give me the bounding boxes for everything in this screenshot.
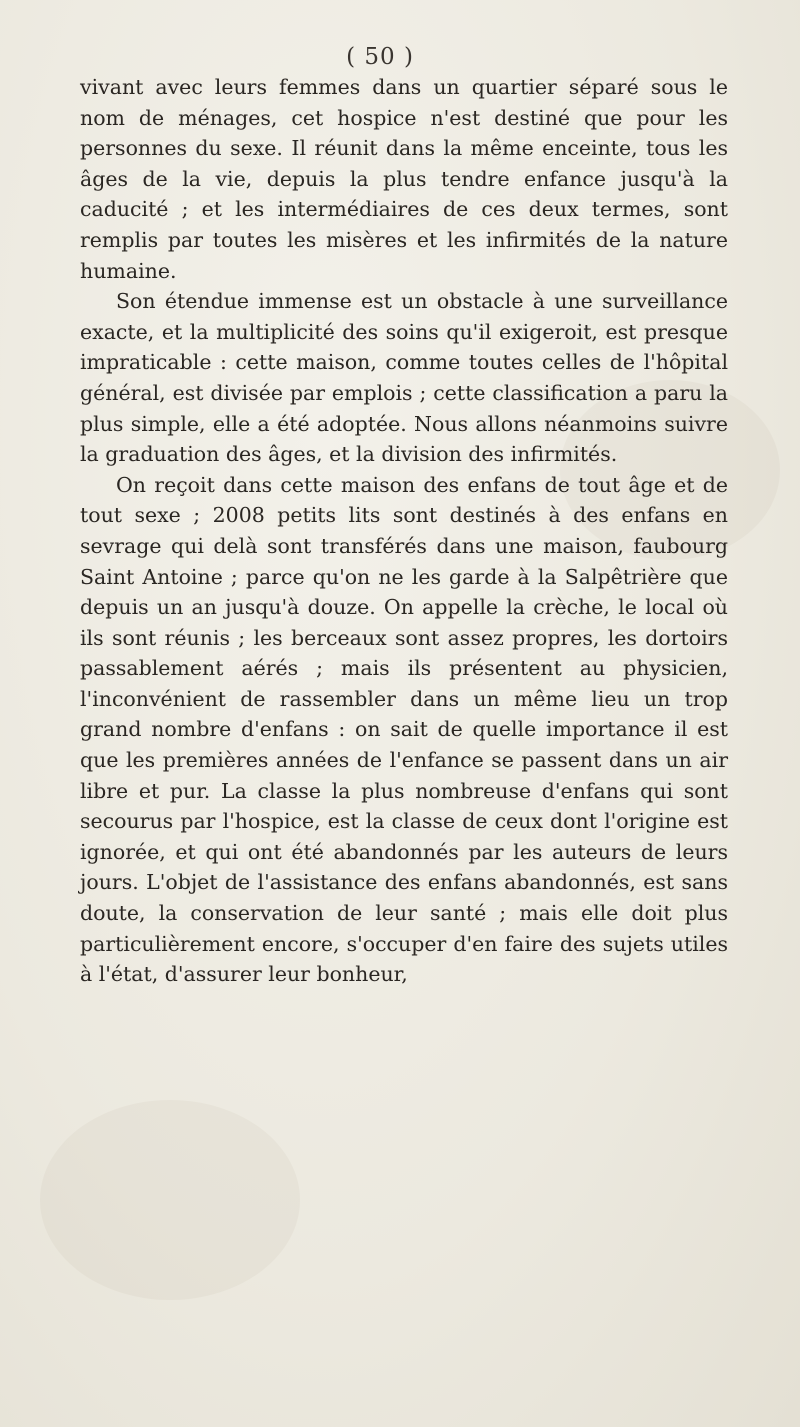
- paper-stain: [40, 1100, 300, 1300]
- paragraph-1: vivant avec leurs femmes dans un quartier séparé sous le nom de ménages, cet hospice n'est destiné que pour les personnes du sexe. Il réunit dans la même enceinte, tous les âges de la vie, depuis la plus tendre enfance jusqu'à la caducité ; et les intermédiaires de ces deux termes, sont remplis par toutes les misères et les infirmités de la nature humaine.: [80, 75, 728, 283]
- paragraph-2: Son étendue immense est un obstacle à une surveillance exacte, et la multiplicité des soins qu'il exigeroit, est presque impraticable : cette maison, comme toutes celles de l'hôpital général, est divisée par emplois ; cette classification a paru la plus simple, elle a été adoptée. Nous allons néanmoins suivre la graduation des âges, et la division des infirmités.: [80, 289, 728, 467]
- page-number: ( 50 ): [346, 44, 414, 70]
- paragraph-3: On reçoit dans cette maison des enfans de tout âge et de tout sexe ; 2008 petits lits sont destinés à des enfans en sevrage qui delà sont transférés dans une maison, faubourg Saint Antoine ; parce qu'on ne les garde à la Salpêtrière que depuis un an jusqu'à douze. On appelle la crèche, le local où ils sont réunis ; les berceaux sont assez propres, les dortoirs passablement aérés ; mais ils présentent au physicien, l'inconvénient de rassembler dans un même lieu un trop grand nombre d'enfans : on sait de quelle importance il est que les premières années de l'enfance se passent dans un air libre et pur. La classe la plus nombreuse d'enfans qui sont secourus par l'hospice, est la classe de ceux dont l'origine est ignorée, et qui ont été abandonnés par les auteurs de leurs jours. L'objet de l'assistance des enfans abandonnés, est sans doute, la conservation de leur santé ; mais elle doit plus particulièrement encore, s'occuper d'en faire des sujets utiles à l'état, d'assurer leur bonheur,: [80, 472, 728, 987]
- body-text: [80, 72, 728, 990]
